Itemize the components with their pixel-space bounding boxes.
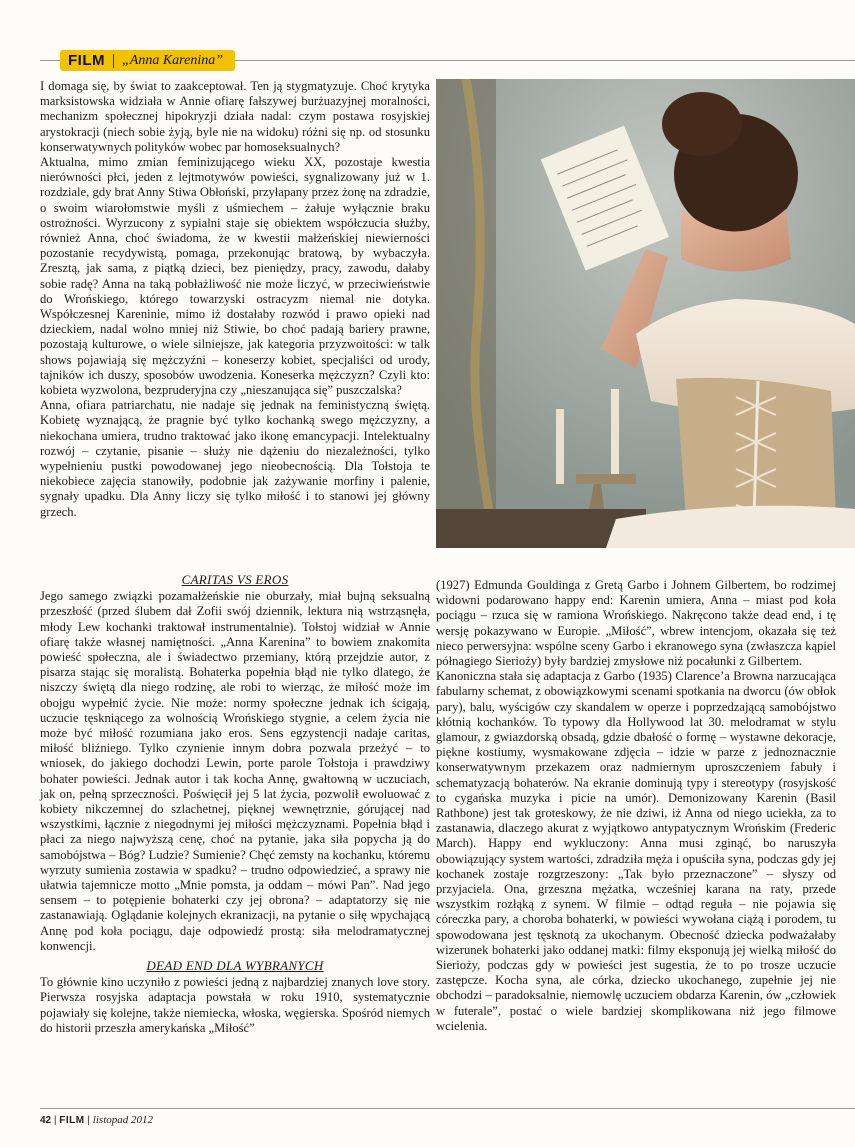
page-footer [40,1108,855,1128]
section-header [40,50,855,72]
paragraph: Kanoniczna stała się adaptacja z Garbo (1935) Clarence’a Browna narzucająca fabularny schemat, z obowiązkowymi scenami spotkania na dworcu (ów obłok pary), balu, wyścigów czy skandalem w operze i poprzedzającą samobójstwo kłótnią kochanków. To typowy dla Hollywood lat 30. melodramat w stylu glamour, z gwiazdorską obsadą, gdzie dbałość o formę – wystawne dekoracje, piękne kostiumy, wysmakowane zdjęcia – idzie w parze z jednoznacznie konserwatywnym przekazem oraz nadmiernym uproszczeniem fabuły i schematyzacją bohaterów. Na ekranie dominują typy i stereotypy (rosyjskość to cygańska muzyka i picie na umór). Demonizowany Karenin (Basil Rathbone) jest tak groteskowy, że nie dziwi, iż Anna od niego uciekła, za to zastanawia, dlaczego akurat z wyjątkowo antypatycznym Wrońskim (Frederic March). Happy end wykluczony: Anna musi zginąć, bo naruszyła obowiązujący system wartości, zdradziła męża i opuściła syna, podczas gdy jej kochanek zostaje rozgrzeszony: „Tak było przeznaczone” – słyszy od przyjaciela. Ona, grzeszna mężatka, wcześniej karana na raty, przede wszystkim rozłąką z synem. W filmie – odtąd reguła – nie pojawia się córeczka pary, a choroba bohaterki, w powieści wywołana ciążą i porodem, tu spowodowana jest tęsknotą za ukochanym. Obecność dziecka podważałaby wizerunek bohaterki jako oddanej matki: filmy eksponują jej wielką miłość do Sierioży, podczas gdy w powieści jest sugestia, że to po trosze uczucie zastępcze. Kocha syna, ale córka, dziecko ukochanego, zupełnie jej nie obchodzi – paradoksalnie, niemowlę uczuciem obdarza Karenin, ów „człowiek w futerale”, postać o wiele bardziej skomplikowana niż jego filmowe wcielenia. [436,669,836,1033]
paragraph: Jego samego związki pozamałżeńskie nie oburzały, miał bujną seksualną przeszłość (przed ślubem dał Zofii swój dziennik, lektura nią wstrząsnęła, młody Lew kochanki traktował instrumentalnie). Tołstoj widział w Annie ofiarę także własnej namiętności. „Anna Karenina” to bowiem znakomita powieść społeczna, ale i świadectwo przemiany, którą przejdzie autor, z pisarza stając się moralistą. Bohaterka popełnia błąd nie tylko dlatego, że niszczy świętą dla niego rodzinę, ale robi to wierząc, że miłość może im obojgu wypełnić życie. Nie może: normy społeczne jednak ich ścigają, uczucie tęskniącego za wolnością Wrońskiego stygnie, a celem życia nie może być miłość rozumiana jako eros. Sens egzystencji nadaje caritas, miłość bliźniego. Tylko czynienie innym dobra pozwala przeżyć – to wniosek, do jakiego dochodzi Lewin, porte parole Tołstoja i prawdziwy bohater powieści. Jednak autor i tak kocha Annę, gwałtowną w uczuciach, jak on, pełną sprzeczności. Poświęcił jej 5 lat życia, pozwolił ewoluować z kobiety nikczemnej do szlachetnej, pięknej wewnętrznie, górującej nad wszystkimi, łącznie z niegodnymi jej miłości mężczyznami. Popełnia błąd i płaci za niego najwyższą cenę, choć na pytanie, jaka siła popycha ją do samobójstwa – Bóg? Ludzie? Sumienie? Chęć zemsty na kochanku, któremu wyrzuty sumienia zostawia w spadku? – trudno odpowiedzieć, a sprawy nie ułatwia tajemnicze motto „Mnie pomsta, ja oddam – mówi Pan”. Nad jego sensem – to potępienie bohaterki czy jej obrona? – adaptatorzy się nie zastanawiają. Oglądanie kolejnych ekranizacji, na pytanie o siłę wpychającą Annę pod koła pociągu, daje odpowiedź prostą: siła melodramatycznej konwencji. [40,589,430,953]
paragraph: (1927) Edmunda Gouldinga z Gretą Garbo i Johnem Gilbertem, bo rodzimej widowni podarowano happy end: Karenin umiera, Anna – miast pod koła pociągu – rzuca się w ramiona Wrońskiego. Nakręcono także dead end, i tę wersję pokazywano w Europie. „Miłość”, wbrew intencjom, okazała się też nieco perwersyjna: wspólne sceny Garbo i ekranowego syna (zwłaszcza kąpiel półnagiego Sierioży) były bardziej zmysłowe niż pocałunki z Gilbertem. [436,578,836,669]
paragraph: To głównie kino uczyniło z powieści jedną z najbardziej znanych love story. Pierwsza rosyjska adaptacja powstała w roku 1910, systematycznie pojawiały się kolejne, także niemiecka, włoska, węgierska. Spośród niemych do historii przeszła amerykańska „Miłość” [40,975,430,1035]
article-column-1 [40,79,430,520]
paragraph: Aktualna, mimo zmian feminizującego wieku XX, pozostaje kwestia nierówności płci, jeden z lejtmotywów powieści, sygnalizowany już w 1. rozdziale, gdy brat Anny Stiwa Obłoński, przyłapany przez żonę na zdradzie, o swoim wiarołomstwie myśli z uśmiechem – żałuje wyłącznie braku ostrożności. Wyrzucony z sypialni staje się obiektem współczucia służby, również Anna, choć świadoma, że w kwestii małżeńskiej niewierności pozostanie recydywistą, pomaga, przekonując bratową, by wybaczyła. Zresztą, jak sama, z piątką dzieci, bez pieniędzy, pracy, zawodu, dałaby sobie radę? Anna na taką pobłażliwość nie może liczyć, w przeciwieństwie do Wrońskiego, którego towarzyski ostracyzm niemal nie dotyka. Współczesnej Kareninie, mimo iż dostałaby rozwód i prawo opieki nad dzieckiem, nadal wolno mniej niż Stiwie, bo choć padają bariery prawne, pozostają kulturowe, o wiele silniejsze, jak kategoria przyzwoitości: w talk shows pojawiają się mężczyźni – koneserzy kobiet, specjaliści od urody, tajników ich duszy, sposobów uwodzenia. Koneserka mężczyzn? Czyli kto: kobieta wyzwolona, bezpruderyjna czy „nieszanująca się” puszczalska? [40,155,430,398]
article-column-3 [436,578,836,1034]
footer-text [40,1114,153,1126]
footer-rule [40,1108,855,1109]
issue-date: listopad 2012 [92,1114,153,1126]
subheading-dead-end: DEAD END DLA WYBRANYCH [146,958,324,974]
footer-separator: | [53,1115,57,1126]
article-column-2 [40,572,430,1036]
footer-separator: | [87,1115,91,1126]
page-number: 42 [40,1115,52,1126]
article-topic: „Anna Karenina” [122,52,223,68]
section-tag [60,50,235,71]
woman-reading-letter-photo [436,79,855,548]
paragraph: I domaga się, by świat to zaakceptował. Ten ją stygmatyzuje. Choć krytyka marksistowska widziała w Annie ofiarę fałszywej burżuazyjnej moralności, mechanizm społecznej hipokryzji działa nadal: czym postawa rosyjskiej arystokracji (niech sobie żyją, byle nie na widoku) różni się np. od stosunku konserwatywnych polityków wobec par homoseksualnych? [40,79,430,154]
section-divider [113,54,114,68]
paragraph: Anna, ofiara patriarchatu, nie nadaje się jednak na feministyczną świętą. Kobietę wyznającą, że pragnie być tylko kochanką swego mężczyzny, a niekochana umiera, trudno traktować jako ikonę emancypacji. Intelektualny rozwój – czytanie, pisanie – służy nie dążeniu do niezależności, tylko wypełnieniu pustki powodowanej jego nieobecnością. Dla Tołstoja te niekobiece zajęcia stanowiły, podobnie jak zażywanie morfiny i palenie, sygnały upadku. Dla Anny liczy się tylko miłość i to stanowi jej główny grzech. [40,398,430,519]
section-label: FILM [68,52,105,69]
subheading-caritas-vs-eros: CARITAS VS EROS [181,572,289,587]
magazine-name: FILM [59,1115,85,1126]
photo-illustration [436,79,855,548]
